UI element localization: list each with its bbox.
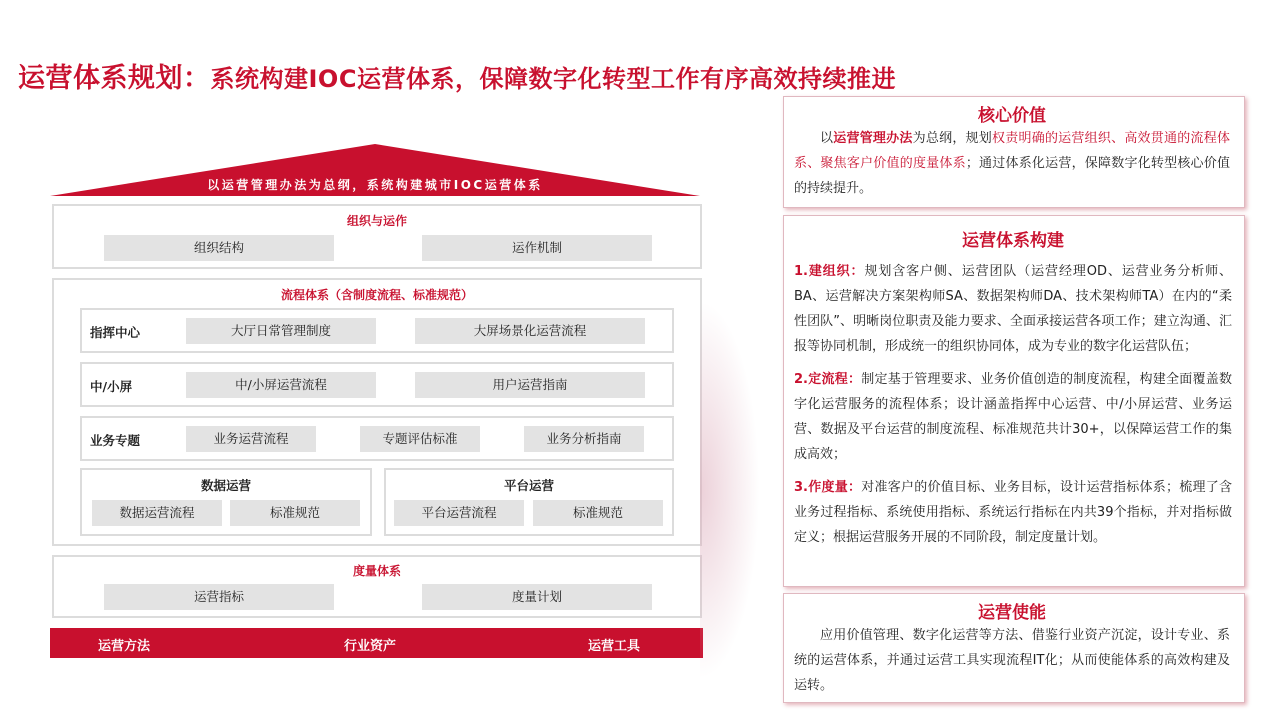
core-value-title: 核心价值 (978, 106, 1046, 126)
measure-chip-plan: 度量计划 (422, 584, 652, 610)
org-panel-title: 组织与运作 (346, 214, 407, 228)
process-panel-title: 流程体系（含制度流程、标准规范） (280, 288, 473, 302)
screen-chip-flow: 中/小屏运营流程 (186, 372, 376, 398)
screen-row (80, 362, 674, 407)
build-item-measure: 3.作度量：对准客户的价值目标、业务目标，设计运营指标体系；梳理了含业务过程指标、系统使用指标、系统运行指标在内共39个指标，并对指标做定义；根据运营服务开展的不同阶段，制定度量计划。 (794, 480, 1232, 545)
business-chip-eval: 专题评估标准 (360, 426, 480, 452)
page-title-rest: 系统构建IOC运营体系，保障数字化转型工作有序高效持续推进 (210, 65, 896, 93)
page-title-head: 运营体系规划： (18, 63, 211, 94)
platform-ops-title: 平台运营 (503, 478, 554, 493)
platform-ops-box (384, 468, 674, 536)
roof-caption: 以运营管理办法为总纲，系统构建城市IOC运营体系 (207, 178, 543, 192)
base-tools: 运营工具 (588, 639, 641, 654)
data-ops-chip-std: 标准规范 (230, 500, 360, 526)
business-row (80, 416, 674, 461)
process-panel (52, 278, 702, 546)
screen-label: 中/小屏 (90, 379, 133, 394)
system-build-card (783, 215, 1245, 587)
house-base (50, 628, 703, 658)
command-chip-hall: 大厅日常管理制度 (186, 318, 376, 344)
command-center-row (80, 308, 674, 353)
base-assets: 行业资产 (344, 639, 397, 654)
data-ops-chip-flow: 数据运营流程 (92, 500, 222, 526)
measure-chip-indicator: 运营指标 (104, 584, 334, 610)
business-chip-guide: 业务分析指南 (524, 426, 644, 452)
ops-enable-card (783, 593, 1245, 703)
ops-enable-text: 应用价值管理、数字化运营等方法、借鉴行业资产沉淀，设计专业、系统的运营体系，并通过运营工具实现流程IT化；从而使能体系的高效构建及运转。 (794, 628, 1230, 693)
measure-panel (52, 555, 702, 618)
platform-ops-chip-flow: 平台运营流程 (394, 500, 524, 526)
business-chip-flow: 业务运营流程 (186, 426, 316, 452)
command-chip-screen-flow: 大屏场景化运营流程 (415, 318, 645, 344)
base-method: 运营方法 (98, 639, 151, 654)
ops-enable-title: 运营使能 (978, 603, 1046, 623)
build-item-org: 1.建组织：规划含客户侧、运营团队（运营经理OD、运营业务分析师、BA、运营解决方案架构师SA、数据架构师DA、技术架构师TA）在内的“柔性团队”、明晰岗位职责及能力要求、全面承接运营各项工作；建立沟通、汇报等协同机制，形成统一的组织协同体，成为专业的数字化运营队伍； (794, 264, 1233, 354)
core-value-card (783, 96, 1245, 208)
page-title (18, 56, 896, 95)
org-panel (52, 204, 702, 269)
data-ops-box (80, 468, 372, 536)
build-item-process: 2.定流程：制定基于管理要求、业务价值创造的制度流程，构建全面覆盖数字化运营服务的流程体系；设计涵盖指挥中心运营、中/小屏运营、业务运营、数据及平台运营的制度流程、标准规范共计30+，以保障运营工作的集成高效； (794, 372, 1232, 462)
measure-panel-title: 度量体系 (352, 564, 401, 578)
org-chip-mechanism: 运作机制 (422, 235, 652, 261)
core-value-text: 以运营管理办法为总纲，规划权责明确的运营组织、高效贯通的流程体系、聚焦客户价值的度量体系；通过体系化运营，保障数字化转型核心价值的持续提升。 (794, 131, 1230, 196)
screen-chip-guide: 用户运营指南 (415, 372, 645, 398)
decorative-glow (700, 300, 760, 680)
system-build-title: 运营体系构建 (962, 231, 1064, 251)
platform-ops-chip-std: 标准规范 (533, 500, 663, 526)
command-center-label: 指挥中心 (90, 325, 141, 340)
business-label: 业务专题 (90, 433, 141, 448)
data-ops-title: 数据运营 (200, 478, 251, 493)
org-chip-structure: 组织结构 (104, 235, 334, 261)
